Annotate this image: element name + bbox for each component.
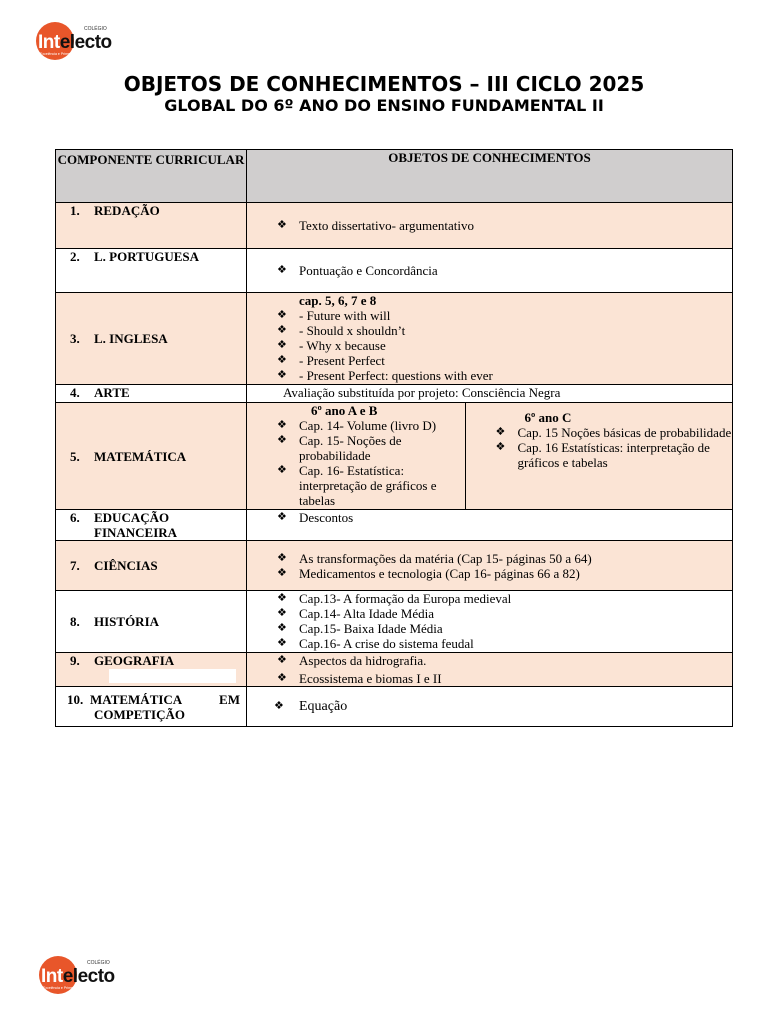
logo-circle [39, 956, 115, 994]
diamond-bullet-icon: ❖ [495, 441, 506, 453]
diamond-bullet-icon: ❖ [277, 566, 287, 579]
header-objects: OBJETOS DE CONHECIMENTOS [247, 150, 733, 203]
objects-cell [247, 249, 733, 293]
component-cell: 4. ARTE [56, 385, 247, 403]
diamond-bullet-icon: ❖ [277, 339, 287, 351]
table-row [56, 510, 733, 541]
list-item: ❖ Descontos [277, 510, 354, 525]
table-row [56, 541, 733, 591]
diamond-bullet-icon: ❖ [277, 551, 287, 564]
objects-cell [247, 687, 733, 727]
knowledge-table [55, 149, 733, 727]
page-subtitle: GLOBAL DO 6º ANO DO ENSINO FUNDAMENTAL II [164, 96, 604, 115]
logo-wordmark: Intelecto [38, 32, 112, 53]
list-item: ❖ - Should x shouldn’t [277, 323, 406, 338]
logo-small-text: COLÉGIO [87, 960, 110, 966]
math-split [247, 403, 732, 509]
list-item: ❖ Aspectos da hidrografia. [277, 653, 427, 668]
table-row [56, 203, 733, 249]
component-cell: 10. MATEMÁTICA EM COMPETIÇÃO [56, 687, 247, 727]
table-row [56, 653, 733, 687]
component-cell: 1. REDAÇÃO [56, 203, 247, 249]
component-cell: 2. L. PORTUGUESA [56, 249, 247, 293]
list-item: ❖ - Present Perfect: questions with ever [277, 368, 493, 383]
table-row [56, 293, 733, 385]
logo-circle [36, 22, 112, 60]
white-box [109, 669, 236, 683]
component-cell: 9. GEOGRAFIA [56, 653, 247, 687]
logo-small-text: COLÉGIO [84, 26, 107, 32]
logo-wordmark: Intelecto [41, 966, 115, 987]
list-item: ❖ Cap.15- Baixa Idade Média [277, 621, 443, 636]
diamond-bullet-icon: ❖ [277, 592, 287, 604]
diamond-bullet-icon: ❖ [277, 637, 287, 649]
list-item: ❖ Cap.16- A crise do sistema feudal [277, 636, 474, 651]
diamond-bullet-icon: ❖ [277, 219, 287, 231]
diamond-bullet-icon: ❖ [495, 426, 506, 438]
table-row [56, 385, 733, 403]
logo-top [36, 22, 112, 60]
table-row [56, 687, 733, 727]
list-item: ❖ Cap. 14- Volume (livro D) [277, 418, 437, 433]
diamond-bullet-icon: ❖ [277, 309, 287, 321]
math-right [465, 403, 732, 509]
objects-cell [247, 591, 733, 653]
table-row [56, 591, 733, 653]
list-item: ❖ Cap. 16 Estatísticas: interpretação de gráficos e tabelas [495, 440, 710, 470]
table-row [56, 403, 733, 510]
list-item: ❖ Equação [274, 699, 348, 714]
diamond-bullet-icon: ❖ [277, 622, 287, 634]
logo-slogan: Excelência e Primeiro [43, 986, 77, 990]
page-title: OBJETOS DE CONHECIMENTOS – III CICLO 2025 [123, 72, 645, 96]
list-item: ❖ - Present Perfect [277, 353, 385, 368]
diamond-bullet-icon: ❖ [277, 511, 287, 523]
component-cell: 5. MATEMÁTICA [56, 403, 247, 510]
diamond-bullet-icon: ❖ [277, 607, 287, 619]
component-cell: 3. L. INGLESA [56, 293, 247, 385]
diamond-bullet-icon: ❖ [277, 464, 287, 476]
diamond-bullet-icon: ❖ [277, 369, 287, 381]
math-left [247, 403, 465, 509]
list-item: ❖ Texto dissertativo- argumentativo [277, 218, 475, 233]
component-cell: 8. HISTÓRIA [56, 591, 247, 653]
diamond-bullet-icon: ❖ [277, 264, 287, 276]
diamond-bullet-icon: ❖ [277, 672, 287, 684]
diamond-bullet-icon: ❖ [277, 324, 287, 336]
list-item: ❖ - Future with will [277, 308, 391, 323]
section-heading: 6º ano C [524, 410, 572, 425]
component-cell: 7. CIÊNCIAS [56, 541, 247, 591]
objects-cell [247, 403, 733, 510]
diamond-bullet-icon: ❖ [274, 700, 284, 712]
section-heading: 6º ano A e B [311, 403, 378, 418]
list-item: ❖ Ecossistema e biomas I e II [277, 671, 442, 686]
arte-text: Avaliação substituída por projeto: Consciência Negra [283, 385, 561, 400]
header-component: COMPONENTE CURRICULAR [56, 150, 247, 203]
objects-cell [247, 541, 733, 591]
objects-cell [247, 203, 733, 249]
objects-cell [247, 385, 733, 403]
list-item: ❖ Pontuação e Concordância [277, 263, 438, 278]
objects-cell [247, 293, 733, 385]
objects-cell [247, 653, 733, 687]
list-item: ❖ Cap.13- A formação da Europa medieval [277, 591, 512, 606]
list-item: ❖ As transformações da matéria (Cap 15- páginas 50 a 64) [277, 550, 592, 566]
list-item: ❖ Cap. 16- Estatística: interpretação de gráficos e tabelas [277, 463, 437, 508]
logo-bottom [39, 956, 115, 994]
list-item: ❖ Medicamentos e tecnologia (Cap 16- páginas 66 a 82) [277, 565, 580, 581]
list-item: ❖ - Why x because [277, 338, 386, 353]
table-row [56, 249, 733, 293]
section-heading: cap. 5, 6, 7 e 8 [299, 293, 377, 308]
diamond-bullet-icon: ❖ [277, 654, 287, 666]
diamond-bullet-icon: ❖ [277, 419, 287, 431]
list-item: ❖ Cap. 15- Noções de probabilidade [277, 433, 402, 463]
component-cell: 6. EDUCAÇÃO FINANCEIRA [56, 510, 247, 541]
list-item: ❖ Cap. 15 Noções básicas de probabilidade [495, 425, 732, 440]
diamond-bullet-icon: ❖ [277, 434, 287, 446]
diamond-bullet-icon: ❖ [277, 354, 287, 366]
objects-cell [247, 510, 733, 541]
logo-slogan: Excelência e Primeiro [40, 52, 74, 56]
list-item: ❖ Cap.14- Alta Idade Média [277, 606, 435, 621]
